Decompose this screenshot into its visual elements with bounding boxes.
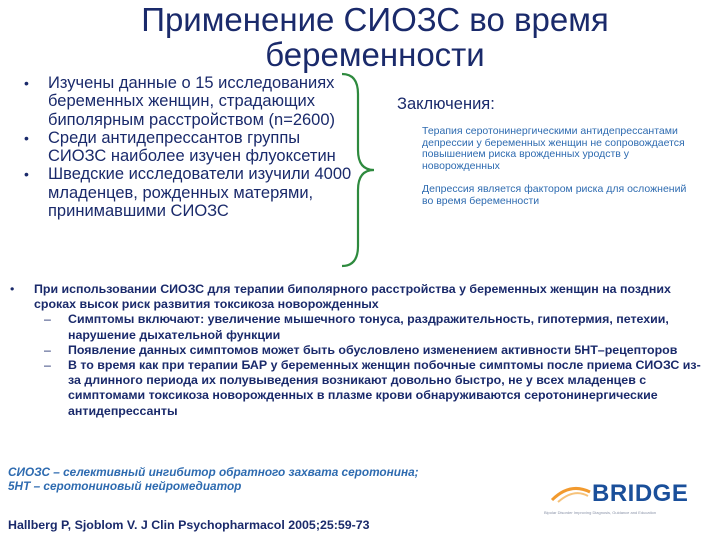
list-item xyxy=(24,74,354,129)
dash-icon: – xyxy=(44,358,51,373)
bullet-icon: • xyxy=(24,129,29,146)
logo-tagline: Bipolar Disorder Improving Diagnosis, Guidance and Education xyxy=(544,510,657,515)
symptoms-sublist xyxy=(34,312,710,418)
list-item xyxy=(10,282,710,419)
dash-icon: – xyxy=(44,342,51,357)
sub-point-text: Появление данных симптомов может быть обусловлено изменением активности 5НТ–рецепторов xyxy=(68,342,678,357)
bullet-icon: • xyxy=(24,75,29,91)
sub-list-item xyxy=(34,343,710,358)
slide-title: Применение СИОЗС во время беременности xyxy=(141,1,609,73)
logo-wordmark: BRIDGE xyxy=(592,480,689,507)
sub-list-item xyxy=(34,312,710,342)
findings-list xyxy=(24,74,354,220)
sub-point-text: В то время как при терапии БАР у беременных женщин побочные симптомы после приема СИОЗС из-за длинного периода их полувыведения возникают довольно быстро, не у всех младенцев с симптомами токсикоза новорожденных в плазме крови обнаруживаются серотонинергические антидепрессанты xyxy=(68,358,701,418)
conclusion-item: Депрессия является фактором риска для осложнений во время беременности xyxy=(422,183,687,207)
abbreviations-footnote xyxy=(8,466,488,494)
list-item xyxy=(24,129,354,166)
finding-text: Изучены данные о 15 исследованиях беременных женщин, страдающих биполярным расстройством (n=2600) xyxy=(48,74,336,129)
sub-point-text: Симптомы включают: увеличение мышечного тонуса, раздражительность, гипотермия, петехии, нарушение дыхательной функции xyxy=(68,312,669,342)
finding-text: Среди антидепрессантов группы СИОЗС наиболее изучен флуоксетин xyxy=(48,128,336,166)
list-item xyxy=(24,165,354,220)
citation: Hallberg P, Sjoblom V. J Clin Psychopharmacol 2005;25:59-73 xyxy=(8,518,370,532)
main-point-text: При использовании СИОЗС для терапии биполярного расстройства у беременных женщин на поздних сроках высок риск развития токсикоза новорожденных xyxy=(34,282,671,312)
conclusions-heading: Заключения: xyxy=(397,95,495,113)
bullet-icon: • xyxy=(10,282,15,296)
main-point-list xyxy=(10,282,710,419)
dash-icon: – xyxy=(44,312,51,327)
conclusion-item: Терапия серотонинергическими антидепрессантами депрессии у беременных женщин не сопровождается повышением риска врожденных уродств у новорожденных xyxy=(422,125,685,172)
footnote-line: 5НТ – серотониновый нейромедиатор xyxy=(8,478,242,493)
curly-brace-icon xyxy=(338,70,378,270)
bullet-icon: • xyxy=(24,166,29,183)
footnote-line: СИОЗС – селективный ингибитор обратного захвата серотонина; xyxy=(8,465,419,479)
finding-text: Шведские исследователи изучили 4000 младенцев, рожденных матерями, принимавшими СИОЗС xyxy=(48,165,352,221)
sub-list-item xyxy=(34,358,710,419)
